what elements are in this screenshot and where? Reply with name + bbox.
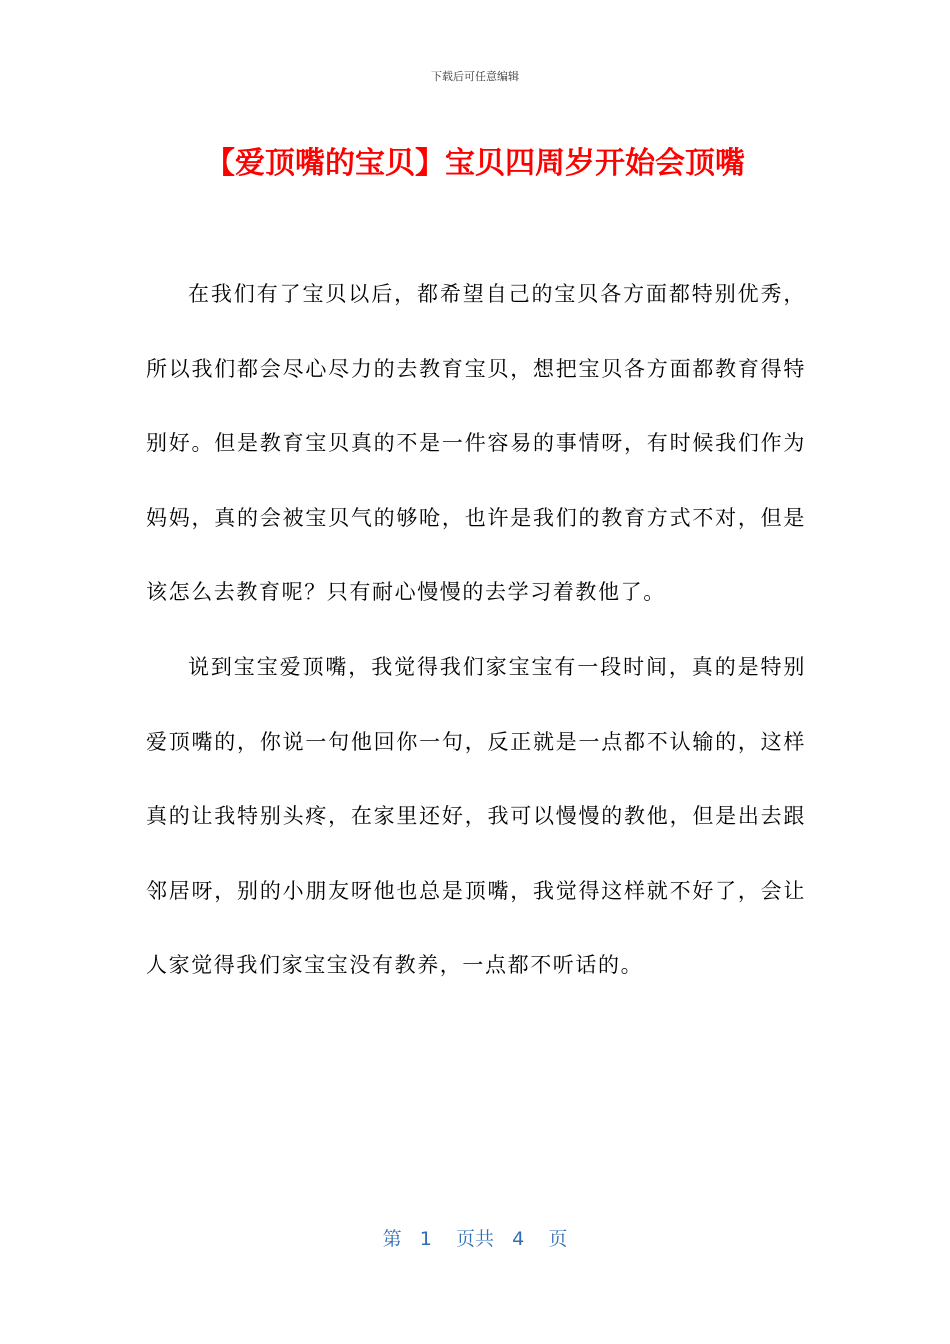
page-number-footer bbox=[0, 1224, 950, 1251]
current-page-number: 1 bbox=[419, 1228, 432, 1250]
page-suffix: 页 bbox=[548, 1228, 568, 1250]
paragraph-1: 在我们有了宝贝以后，都希望自己的宝贝各方面都特别优秀，所以我们都会尽心尽力的去教育宝贝，想把宝贝各方面都教育得特别好。但是教育宝贝真的不是一件容易的事情呀，有时候我们作为妈妈，真的会被宝贝气的够呛，也许是我们的教育方式不对，但是该怎么去教育呢？只有耐心慢慢的去学习着教他了。 bbox=[146, 282, 806, 605]
document-title: 【爱顶嘴的宝贝】宝贝四周岁开始会顶嘴 bbox=[205, 146, 745, 181]
header-note: 下载后可任意编辑 bbox=[431, 70, 519, 83]
page-middle: 页共 bbox=[455, 1228, 494, 1250]
document-body bbox=[146, 257, 806, 1003]
page-prefix: 第 bbox=[382, 1228, 402, 1250]
paragraph-2: 说到宝宝爱顶嘴，我觉得我们家宝宝有一段时间，真的是特别爱顶嘴的，你说一句他回你一句，反正就是一点都不认输的，这样真的让我特别头疼，在家里还好，我可以慢慢的教他，但是出去跟邻居呀，别的小朋友呀他也总是顶嘴，我觉得这样就不好了，会让人家觉得我们家宝宝没有教养，一点都不听话的。 bbox=[146, 654, 806, 978]
total-pages-number: 4 bbox=[512, 1228, 525, 1250]
